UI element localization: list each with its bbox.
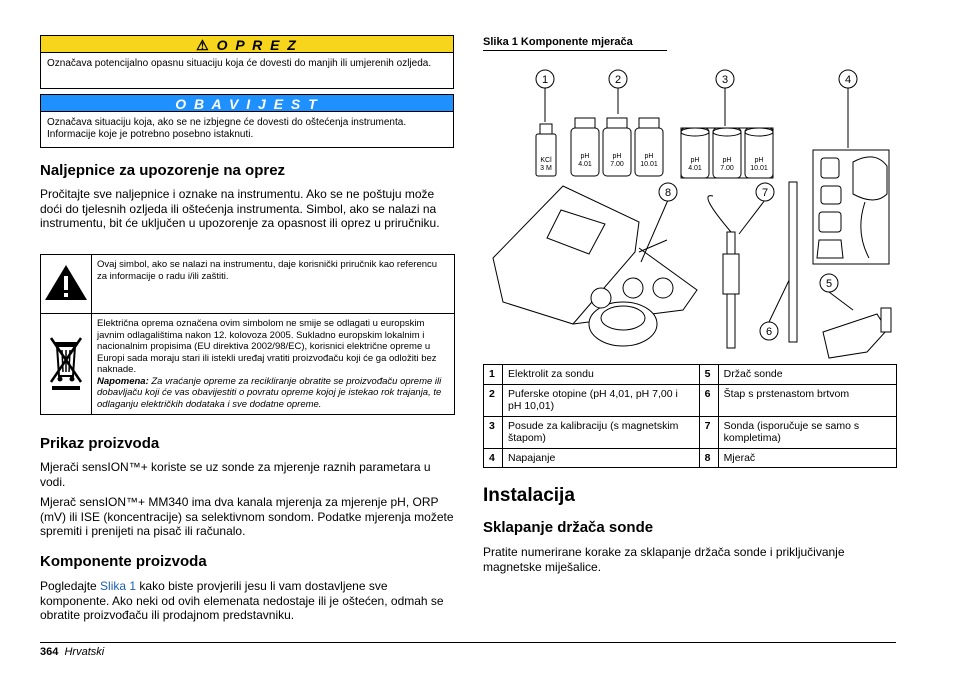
footer-language: Hrvatski xyxy=(64,646,105,658)
callout-label-7: 7 xyxy=(761,187,769,199)
warning-triangle-icon xyxy=(41,255,92,314)
legend-text: Štap s prstenastom brtvom xyxy=(718,384,896,416)
note-label: Napomena: xyxy=(97,375,149,387)
calibration-beakers xyxy=(681,128,773,178)
power-supply xyxy=(813,150,889,264)
legend-row xyxy=(484,365,897,385)
legend-text: Puferske otopine (pH 4,01, pH 7,00 i pH 10,01) xyxy=(503,384,700,416)
notice-title: O B A V I J E S T xyxy=(40,94,454,112)
assembly-paragraph: Pratite numerirane korake za sklapanje držača sonde i priključivanje magnetske miješalice. xyxy=(483,545,845,574)
product-paragraph-2: Mjerač sensION™+ MM340 ima dva kanala mjerenja za mjerenje pH, ORP (mV) ili ISE (koncentracije) sa selektivnom sondom. Podatke mjerenja možete spremiti i prenijeti na pisač ili računalo. xyxy=(40,495,454,538)
caution-title: O P R E Z xyxy=(216,37,298,53)
beaker-label-3: pH xyxy=(754,157,764,164)
legend-number: 1 xyxy=(484,365,503,385)
note-text: Za vraćanje opreme za recikliranje obratite se proizvođaču opreme ili dobavljaču koji će vas obavijestiti o povratu opreme kojoj je istekao rok trajanja, te odlaganju električkih dodataka i sve dodatne opreme. xyxy=(97,375,442,410)
buffer-bottles xyxy=(571,118,663,176)
legend-number: 3 xyxy=(484,416,503,448)
legend-row xyxy=(484,448,897,468)
callout-label-2: 2 xyxy=(614,74,622,86)
legend-text: Mjerač xyxy=(718,448,896,468)
callout-1 xyxy=(536,70,554,122)
legend-row xyxy=(484,416,897,448)
buffer-label-2: pH xyxy=(612,153,622,160)
callout-6 xyxy=(760,272,793,340)
legend-number: 5 xyxy=(699,365,718,385)
kcl-label: KCl xyxy=(540,157,552,164)
figure-caption: Slika 1 Komponente mjerača xyxy=(483,36,667,51)
components-paragraph xyxy=(40,579,455,623)
buffer-value-1: 4.01 xyxy=(578,161,592,168)
probe xyxy=(708,196,739,348)
weee-text: Električna oprema označena ovim simbolom ne smije se odlagati u europskim javnim odlagalištima nakon 12. kolovoza 2005. Sukladno europskim lokalnim i nacionalnim propisima (EU direktiva 2002/98/EC), korisnici električne opreme u Europi sada moraju stari ili istekli uređaj vratiti proizvođaču koji će ga odložiti bez naknade. xyxy=(97,318,437,375)
callout-2 xyxy=(609,70,627,114)
beaker-value-2: 7.00 xyxy=(720,165,734,172)
stand-rod xyxy=(789,182,797,342)
figure-link[interactable]: Slika 1 xyxy=(100,579,137,593)
callout-label-8: 8 xyxy=(664,187,672,199)
legend-number: 7 xyxy=(699,416,718,448)
callout-label-1: 1 xyxy=(541,74,549,86)
crossed-bin-icon xyxy=(41,314,92,415)
callout-label-4: 4 xyxy=(844,74,852,86)
legend-text: Elektrolit za sondu xyxy=(503,365,700,385)
legend-text: Posude za kalibraciju (s magnetskim štapom) xyxy=(503,416,700,448)
callout-4 xyxy=(839,70,857,148)
beaker-label-2: pH xyxy=(722,157,732,164)
notice-text: Označava situaciju koja, ako se ne izbjegne će dovesti do oštećenja instrumenta. Informacije koje je potrebno posebno istaknuti. xyxy=(40,112,454,148)
section-heading-labels: Naljepnice za upozorenje na oprez xyxy=(40,162,286,179)
beaker-label-1: pH xyxy=(690,157,700,164)
callout-7 xyxy=(739,183,774,234)
legend-number: 8 xyxy=(699,448,718,468)
section-heading-product: Prikaz proizvoda xyxy=(40,435,160,452)
callout-5 xyxy=(820,274,853,310)
buffer-value-3: 10.01 xyxy=(640,161,658,168)
buffer-label-1: pH xyxy=(580,153,590,160)
legend-number: 4 xyxy=(484,448,503,468)
symbol-text-warning: Ovaj simbol, ako se nalazi na instrumentu, daje korisnički priručnik kao referencu za informacije o radu i/ili zaštiti. xyxy=(92,255,455,314)
components-figure xyxy=(483,62,897,362)
warning-icon: ⚠ xyxy=(196,37,211,53)
components-text-end: kako biste provjerili jesu li vam dostavljene sve komponente. Ako neki od ovih elemenata nedostaje ili je oštećen, odmah se obratite proizvođaču ili prodajnom predstavniku. xyxy=(40,579,444,622)
installation-heading: Instalacija xyxy=(483,485,575,506)
buffer-value-2: 7.00 xyxy=(610,161,624,168)
probe-holder xyxy=(823,308,891,358)
legend-number: 2 xyxy=(484,384,503,416)
symbol-text-weee xyxy=(92,314,455,415)
product-paragraph-1: Mjerači sensION™+ koriste se uz sonde za mjerenje raznih parametara u vodi. xyxy=(40,460,431,489)
buffer-label-3: pH xyxy=(644,153,654,160)
electrolyte-bottle xyxy=(536,124,556,176)
legend-text: Sonda (isporučuje se samo s kompletima) xyxy=(718,416,896,448)
legend-row xyxy=(484,384,897,416)
section-heading-components: Komponente proizvoda xyxy=(40,553,207,570)
assembly-subheading: Sklapanje držača sonde xyxy=(483,519,654,536)
legend-number: 6 xyxy=(699,384,718,416)
callout-8 xyxy=(641,183,677,262)
callout-label-6: 6 xyxy=(765,326,773,338)
labels-paragraph: Pročitajte sve naljepnice i oznake na instrumentu. Ako se ne poštuju može doći do tjelesnih ozljeda ili oštećenja instrumenta. Simbol, ako se nalazi na instrumentu, bit će uključen u upozorenje za opasnost ili oprez u priručniku. xyxy=(40,187,440,230)
page-footer xyxy=(40,642,896,658)
page-number: 364 xyxy=(40,646,59,658)
beaker-value-3: 10.01 xyxy=(750,165,768,172)
callout-3 xyxy=(716,70,734,126)
beaker-value-1: 4.01 xyxy=(688,165,702,172)
components-legend-table xyxy=(483,364,897,468)
legend-text: Držač sonde xyxy=(718,365,896,385)
legend-text: Napajanje xyxy=(503,448,700,468)
callout-label-3: 3 xyxy=(721,74,729,86)
components-text-start: Pogledajte xyxy=(40,579,101,593)
caution-banner xyxy=(40,35,454,53)
caution-text: Označava potencijalno opasnu situaciju koja će dovesti do manjih ili umjerenih ozljeda. xyxy=(40,53,454,89)
symbols-table xyxy=(40,254,455,415)
callout-label-5: 5 xyxy=(825,278,833,290)
meter xyxy=(493,186,697,346)
kcl-conc-label: 3 M xyxy=(540,165,552,172)
